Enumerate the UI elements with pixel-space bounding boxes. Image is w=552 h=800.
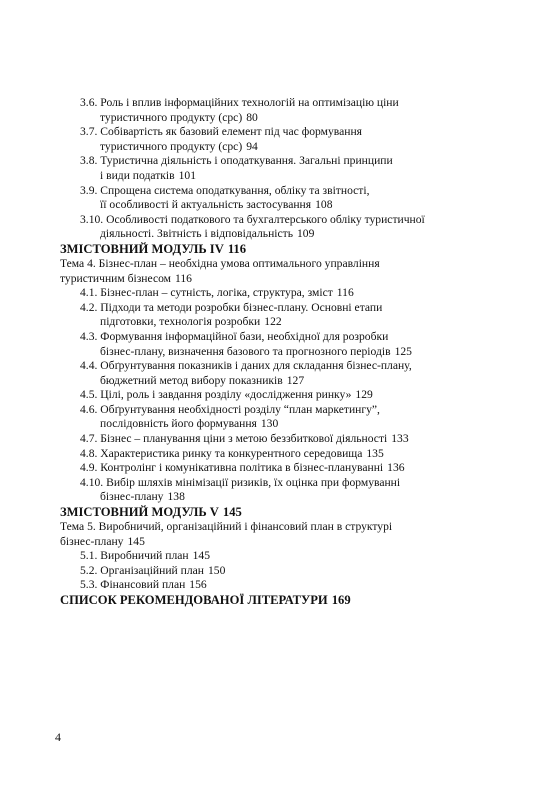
toc-entry — [60, 564, 497, 579]
toc-entry-title: бізнес-плану, визначення базового та прогнозного періодів — [100, 344, 391, 358]
toc-entry-line — [80, 417, 497, 432]
toc-entry — [60, 359, 497, 388]
toc-entry-title: 4.7. Бізнес – планування ціни з метою беззбиткової діяльності — [80, 432, 388, 446]
toc-entry-line — [80, 564, 497, 579]
toc-entry-line — [80, 578, 497, 593]
toc-entry-line — [60, 535, 497, 550]
toc-page-number: 94 — [246, 139, 258, 153]
toc-entry — [60, 154, 497, 183]
toc-entry — [60, 125, 497, 154]
toc-entry-line — [80, 388, 497, 403]
toc-page-number: 122 — [264, 315, 282, 329]
toc-entry — [60, 96, 497, 125]
toc-entry-title: СПИСОК РЕКОМЕНДОВАНОЇ ЛІТЕРАТУРИ — [60, 593, 328, 607]
toc-entry — [60, 476, 497, 505]
toc-entry-line — [80, 345, 497, 360]
toc-entry-line: 4.2. Підходи та методи розробки бізнес-плану. Основні етапи — [80, 300, 383, 314]
toc-entry-line — [80, 198, 497, 213]
toc-page-number: 156 — [189, 578, 207, 592]
toc-entry-line — [60, 505, 497, 520]
toc-entry-line — [80, 111, 497, 126]
toc-entry-title: підготовки, технологія розробки — [100, 315, 261, 329]
toc-entry-line: Тема 4. Бізнес-план – необхідна умова оптимального управління — [60, 256, 380, 270]
toc-entry-line — [80, 374, 497, 389]
toc-page-number: 129 — [355, 388, 373, 402]
toc-page-number: 145 — [222, 505, 242, 520]
toc-entry-title: 5.2. Організаційний план — [80, 563, 204, 577]
toc-entry — [60, 257, 497, 286]
toc-page-number: 116 — [227, 241, 247, 256]
toc-entry-line: 3.10. Особливості податкового та бухгалтерського обліку туристичної — [80, 212, 425, 226]
toc-page-number: 80 — [246, 110, 258, 124]
toc-page-number: 125 — [394, 344, 412, 358]
toc-entry — [60, 388, 497, 403]
toc-entry-line — [80, 490, 497, 505]
toc-module-heading — [60, 505, 497, 520]
toc-entry-title: 5.1. Виробничий план — [80, 549, 189, 563]
toc-entry-title: бізнес-плану — [100, 490, 164, 504]
toc-entry-title: її особливості й актуальність застосування — [100, 198, 312, 212]
toc-entry — [60, 461, 497, 476]
toc-page-number: 109 — [297, 227, 315, 241]
table-of-contents — [60, 96, 497, 608]
toc-entry-title: ЗМІСТОВНИЙ МОДУЛЬ IV — [60, 241, 224, 256]
toc-entry-line — [80, 461, 497, 476]
toc-entry-title: туристичного продукту (срс) — [100, 139, 243, 153]
toc-page-number: 101 — [178, 168, 196, 182]
toc-page-number: 138 — [167, 490, 185, 504]
toc-page-number: 136 — [387, 461, 405, 475]
toc-entry — [60, 432, 497, 447]
toc-entry-line: 3.7. Собівартість як базовий елемент під час формування — [80, 125, 362, 139]
toc-entry-title: бюджетний метод вибору показників — [100, 373, 283, 387]
toc-entry-title: послідовність його формування — [100, 417, 257, 431]
toc-page-number: 150 — [208, 563, 226, 577]
toc-entry — [60, 520, 497, 549]
toc-entry-line — [80, 447, 497, 462]
toc-page-number: 133 — [391, 432, 409, 446]
toc-page-number: 116 — [175, 271, 192, 285]
toc-entry-line — [60, 593, 497, 608]
toc-page-number: 130 — [260, 417, 279, 431]
toc-entry-line — [80, 432, 497, 447]
toc-entry-title: діяльності. Звітність і відповідальність — [100, 227, 293, 241]
toc-page-number: 145 — [192, 549, 210, 563]
toc-entry — [60, 184, 497, 213]
toc-entry — [60, 549, 497, 564]
toc-entry — [60, 286, 497, 301]
toc-entry — [60, 213, 497, 242]
toc-entry-line: 4.10. Вибір шляхів мінімізації ризиків, їх оцінка при формуванні — [80, 475, 401, 489]
page-number: 4 — [55, 730, 61, 744]
toc-page-number: 116 — [336, 286, 354, 300]
toc-entry-line — [80, 286, 497, 301]
toc-entry — [60, 301, 497, 330]
toc-entry-title: ЗМІСТОВНИЙ МОДУЛЬ V — [60, 505, 219, 520]
toc-entry-line — [80, 549, 497, 564]
toc-entry-line — [60, 242, 497, 257]
toc-page-number: 169 — [331, 593, 351, 607]
toc-entry-line: 4.6. Обґрунтування необхідності розділу “план маркетингу”, — [80, 402, 380, 416]
toc-entry-title: бізнес-плану — [60, 534, 124, 548]
toc-entry-line: 4.4. Обґрунтування показників і даних для складання бізнес-плану, — [80, 359, 412, 373]
toc-entry-line — [80, 315, 497, 330]
toc-entry-line — [80, 227, 497, 242]
toc-entry-title: 4.9. Контролінг і комунікативна політика в бізнес-плануванні — [80, 461, 384, 475]
toc-entry — [60, 403, 497, 432]
toc-entry-line: Тема 5. Виробничий, організаційний і фінансовий план в структурі — [60, 520, 393, 534]
toc-module-heading — [60, 242, 497, 257]
toc-module-heading — [60, 593, 497, 608]
toc-entry-line — [60, 272, 497, 287]
toc-entry-line: 3.9. Спрощена система оподаткування, обліку та звітності, — [80, 183, 370, 197]
toc-entry-line: 3.6. Роль і вплив інформаційних технологій на оптимізацію ціни — [80, 96, 399, 109]
toc-entry-title: 4.8. Характеристика ринку та конкурентного середовища — [80, 446, 363, 460]
toc-entry-title: і види податків — [100, 168, 175, 182]
toc-entry-line — [80, 140, 497, 155]
toc-entry-title: 4.1. Бізнес-план – сутність, логіка, структура, зміст — [80, 286, 333, 300]
toc-entry-line — [80, 169, 497, 184]
toc-entry — [60, 330, 497, 359]
toc-page-number: 127 — [286, 373, 305, 387]
toc-entry-title: туристичного продукту (срс) — [100, 110, 243, 124]
toc-entry-line: 3.8. Туристична діяльність і оподаткування. Загальні принципи — [80, 154, 393, 168]
toc-entry — [60, 578, 497, 593]
toc-entry-title: 5.3. Фінансовий план — [80, 578, 186, 592]
toc-entry-title: 4.5. Цілі, роль і завдання розділу «дослідження ринку» — [80, 388, 352, 402]
toc-page-number: 145 — [127, 534, 145, 548]
toc-entry — [60, 447, 497, 462]
toc-entry-title: туристичним бізнесом — [60, 271, 172, 285]
toc-page-number: 135 — [366, 446, 384, 460]
toc-entry-line: 4.3. Формування інформаційної бази, необхідної для розробки — [80, 329, 389, 343]
toc-page-number: 108 — [315, 198, 333, 212]
